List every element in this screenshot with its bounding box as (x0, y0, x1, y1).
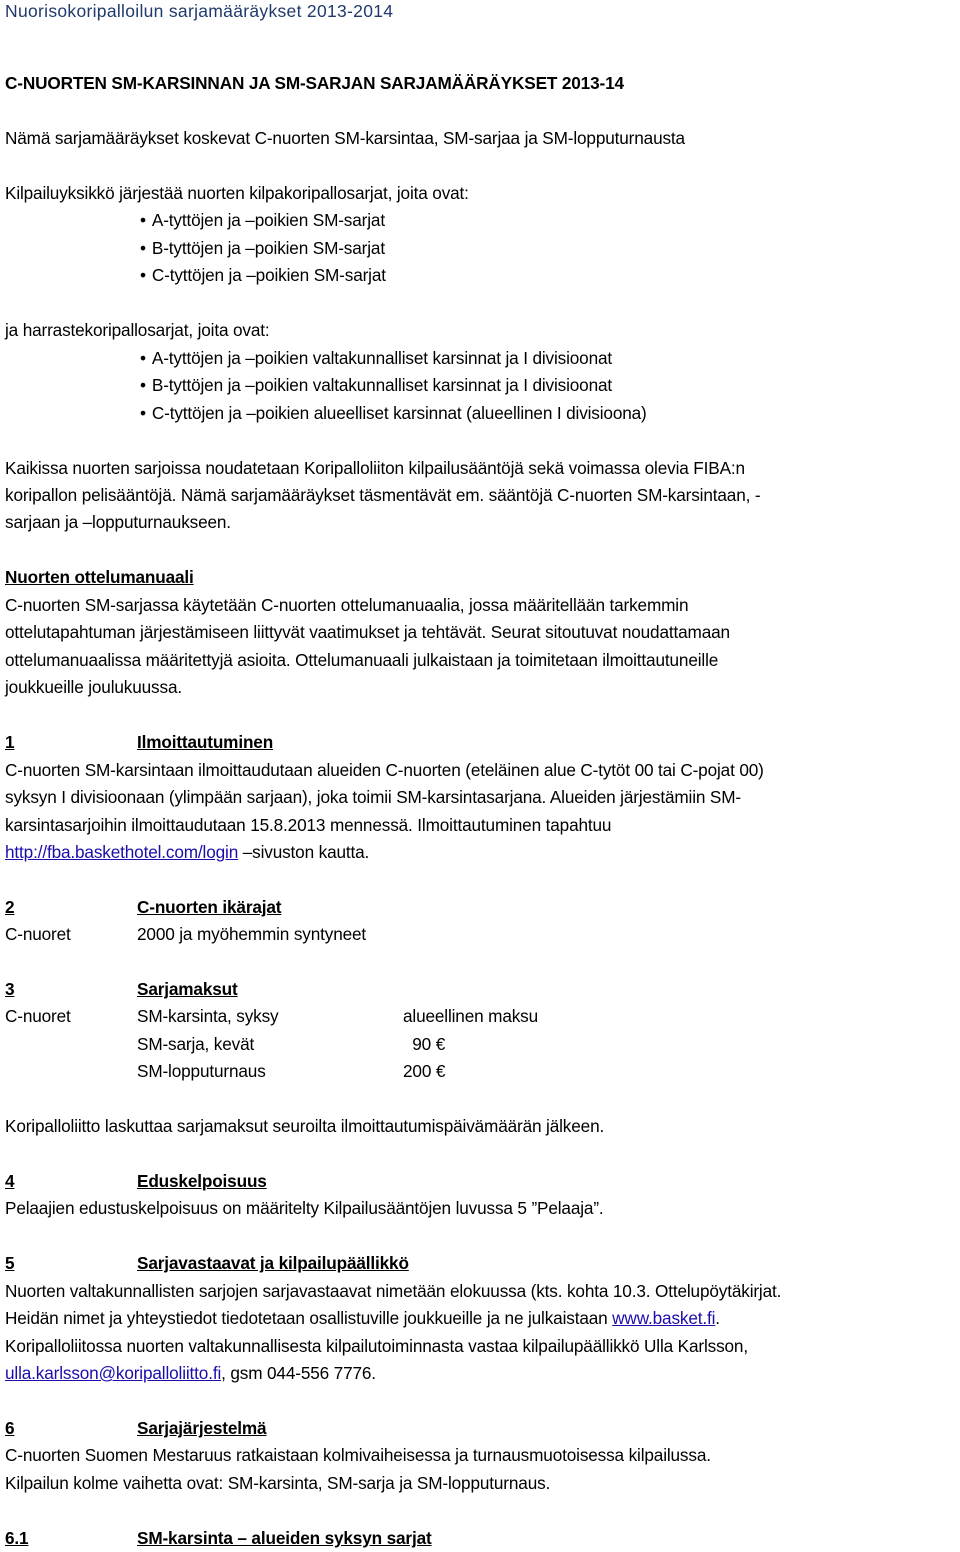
section-1-line: karsintasarjoihin ilmoittaudutaan 15.8.2013 mennessä. Ilmoittautuminen tapahtuu (5, 815, 612, 835)
manual-line: ottelutapahtuman järjestämiseen liittyvät vaatimukset ja tehtävät. Seurat sitoutuvat noudattamaan (5, 622, 730, 642)
section-1-number: 1 (5, 732, 15, 752)
document-title: Nuorisokoripalloilun sarjamääräykset 2013-2014 (5, 1, 394, 21)
section-1-line: syksyn I divisioonaan (ylimpään sarjaan), joka toimii SM-karsintasarjana. Alueiden järjestämiin SM- (5, 787, 741, 807)
list-item: • C-tyttöjen ja –poikien SM-sarjat (140, 264, 386, 286)
section-4-number: 4 (5, 1171, 15, 1191)
fee-note: Koripalloliitto laskuttaa sarjamaksut seuroilta ilmoittautumispäivämäärän jälkeen. (5, 1116, 605, 1136)
intro-text: Nämä sarjamääräykset koskevat C-nuorten SM-karsintaa, SM-sarjaa ja SM-lopputurnausta (5, 128, 685, 148)
rules-line: koripallon pelisääntöjä. Nämä sarjamääräykset täsmentävät em. sääntöjä C-nuorten SM-karsintaan, - (5, 485, 761, 505)
page-heading: C-NUORTEN SM-KARSINNAN JA SM-SARJAN SARJAMÄÄRÄYKSET 2013-14 (5, 73, 624, 93)
section-5-line: Koripalloliitossa nuorten valtakunnallisesta kilpailutoiminnasta vastaa kilpailupäällikkö Ulla Karlsson, (5, 1336, 748, 1356)
list-item: • B-tyttöjen ja –poikien SM-sarjat (140, 237, 385, 259)
section-5-title: Sarjavastaavat ja kilpailupäällikkö (137, 1253, 409, 1273)
section-6-1-title: SM-karsinta – alueiden syksyn sarjat (137, 1528, 432, 1548)
manual-line: joukkueille joulukuussa. (5, 677, 182, 697)
list-item: • C-tyttöjen ja –poikien alueelliset karsinnat (alueellinen I divisioona) (140, 402, 647, 424)
section-5-line: Nuorten valtakunnallisten sarjojen sarjavastaavat nimetään elokuussa (kts. kohta 10.3. Ottelupöytäkirjat. (5, 1281, 782, 1301)
section-1-line: C-nuorten SM-karsintaan ilmoittaudutaan alueiden C-nuorten (eteläinen alue C-tytöt 00 tai C-pojat 00) (5, 760, 764, 780)
section-5-number: 5 (5, 1253, 15, 1273)
list-item: • A-tyttöjen ja –poikien SM-sarjat (140, 209, 385, 231)
rules-line: Kaikissa nuorten sarjoissa noudatetaan Koripalloliiton kilpailusääntöjä sekä voimassa olevia FIBA:n (5, 458, 745, 478)
section-6-1-number: 6.1 (5, 1528, 29, 1548)
hobby-lead: ja harrastekoripallosarjat, joita ovat: (5, 320, 270, 340)
section-3-number: 3 (5, 979, 15, 999)
section-3-title: Sarjamaksut (137, 979, 238, 999)
age-label: C-nuoret (5, 924, 71, 944)
fee-item: SM-lopputurnaus (137, 1061, 266, 1081)
section-4-text: Pelaajien edustuskelpoisuus on määritelty Kilpailusääntöjen luvussa 5 ”Pelaaja”. (5, 1198, 604, 1218)
section-4-title: Eduskelpoisuus (137, 1171, 267, 1191)
fee-amount: 90 € (403, 1034, 446, 1054)
section-1-title: Ilmoittautuminen (137, 732, 274, 752)
fee-amount: alueellinen maksu (403, 1006, 539, 1026)
competitive-lead: Kilpailuyksikkö järjestää nuorten kilpakoripallosarjat, joita ovat: (5, 183, 469, 203)
line-text: . (715, 1308, 720, 1328)
baskethotel-link[interactable]: http://fba.baskethotel.com/login (5, 842, 239, 862)
list-item: • B-tyttöjen ja –poikien valtakunnalliset karsinnat ja I divisioonat (140, 374, 612, 396)
section-6-line: C-nuorten Suomen Mestaruus ratkaistaan kolmivaiheisessa ja turnausmuotoisessa kilpailussa. (5, 1445, 711, 1465)
line-text: Heidän nimet ja yhteystiedot tiedotetaan osallistuville joukkueille ja ne julkaistaan (5, 1308, 613, 1328)
manual-line: ottelumanuaalissa määritettyjä asioita. Ottelumanuaali julkaistaan ja toimitetaan ilmoittautuneille (5, 650, 719, 670)
fee-item: SM-karsinta, syksy (137, 1006, 279, 1026)
manual-title: Nuorten ottelumanuaali (5, 567, 194, 587)
list-item: • A-tyttöjen ja –poikien valtakunnalliset karsinnat ja I divisioonat (140, 347, 612, 369)
link-suffix: –sivuston kautta. (238, 842, 370, 862)
section-1-link-line (5, 841, 369, 863)
fee-label: C-nuoret (5, 1006, 71, 1026)
fee-item: SM-sarja, kevät (137, 1034, 255, 1054)
section-6-line: Kilpailun kolme vaihetta ovat: SM-karsinta, SM-sarja ja SM-lopputurnaus. (5, 1473, 551, 1493)
line-text: , gsm 044-556 7776. (221, 1363, 376, 1383)
section-6-title: Sarjajärjestelmä (137, 1418, 267, 1438)
section-6-number: 6 (5, 1418, 15, 1438)
section-5-line (5, 1307, 720, 1329)
section-2-title: C-nuorten ikärajat (137, 897, 282, 917)
rules-line: sarjaan ja –lopputurnaukseen. (5, 512, 231, 532)
email-link[interactable]: ulla.karlsson@koripalloliitto.fi (5, 1363, 222, 1383)
manual-line: C-nuorten SM-sarjassa käytetään C-nuorten ottelumanuaalia, jossa määritellään tarkemmin (5, 595, 689, 615)
age-value: 2000 ja myöhemmin syntyneet (137, 924, 367, 944)
fee-amount: 200 € (403, 1061, 446, 1081)
section-5-line (5, 1362, 376, 1384)
section-2-number: 2 (5, 897, 15, 917)
basket-fi-link[interactable]: www.basket.fi (612, 1308, 716, 1328)
